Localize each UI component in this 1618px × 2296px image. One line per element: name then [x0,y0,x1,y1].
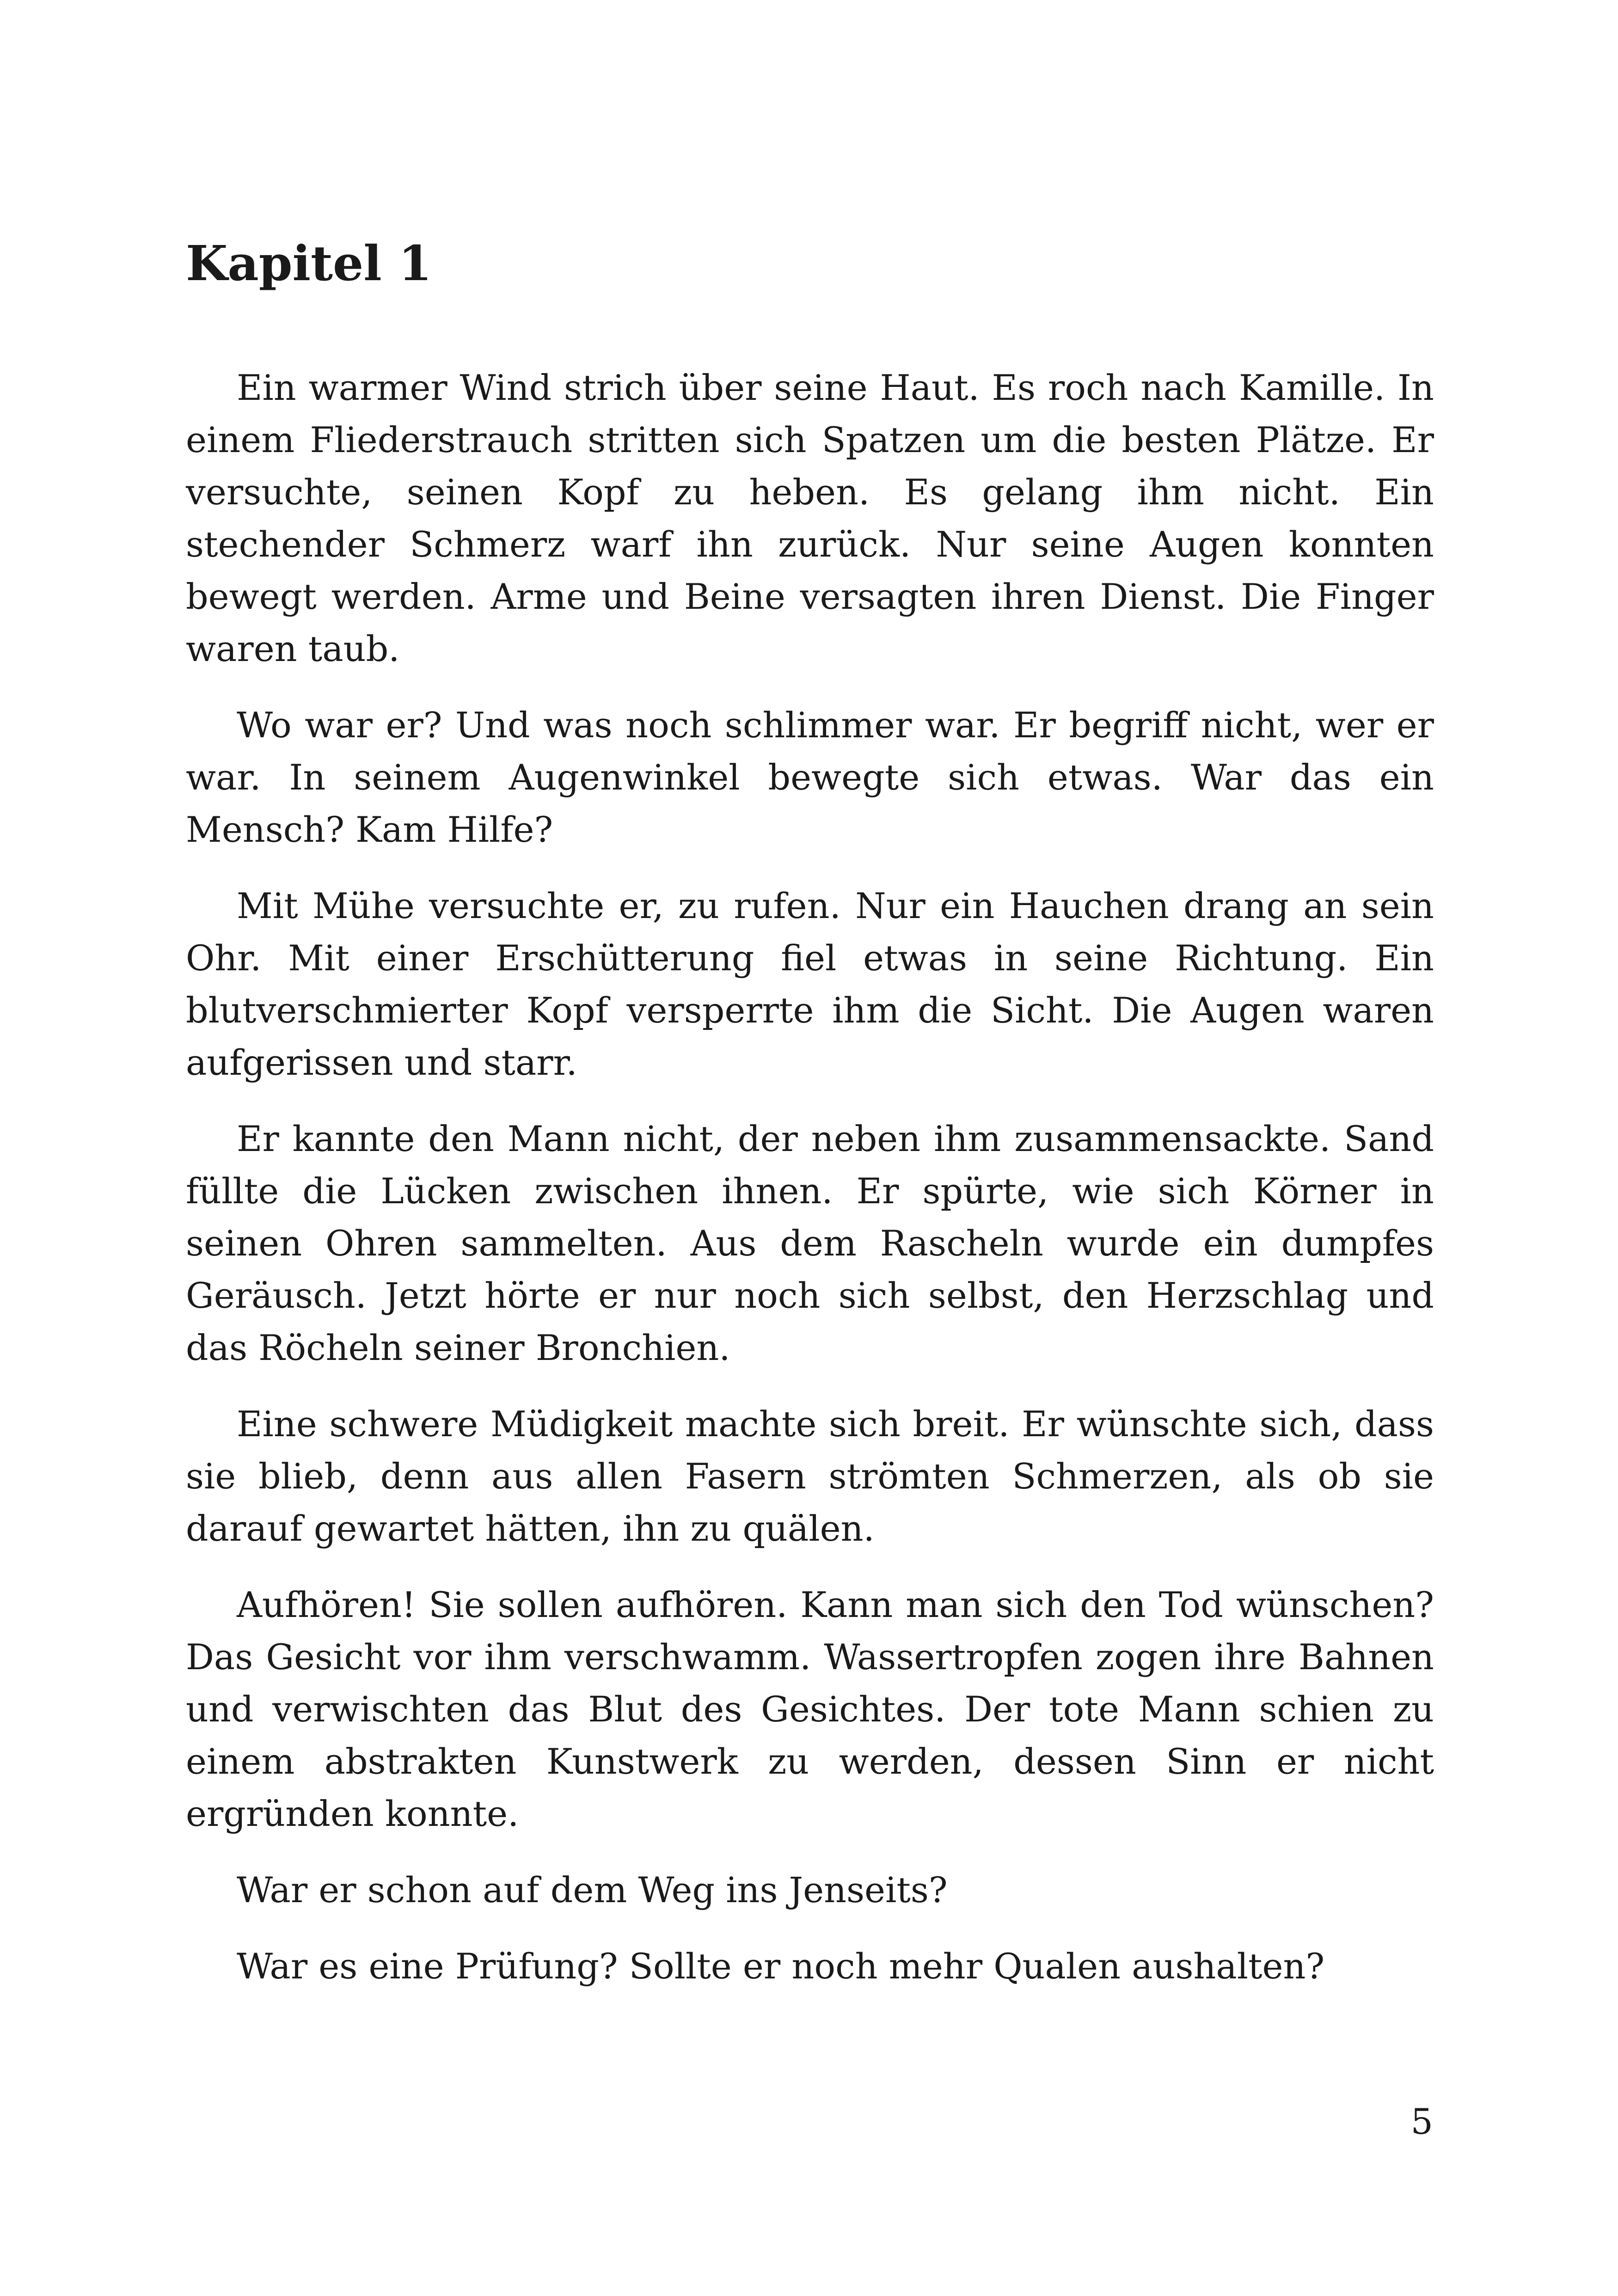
paragraph: Aufhören! Sie sollen aufhören. Kann man sich den Tod wünschen? Das Gesicht vor ihm verschwamm. Wassertropfen zogen ihre Bahnen und verwischten das Blut des Gesichtes. Der tote Mann schien zu einem abstrakten Kunstwerk zu werden, dessen Sinn er nicht ergründen konnte. [186,1584,1434,1834]
page-number: 5 [1410,2101,1433,2142]
paragraph: Er kannte den Mann nicht, der neben ihm zusammensackte. Sand füllte die Lücken zwischen ihnen. Er spürte, wie sich Körner in seinen Ohren sammelten. Aus dem Rascheln wurde ein dumpfes Geräusch. Jetzt hörte er nur noch sich selbst, den Herzschlag und das Röcheln seiner Bronchien. [186,1118,1434,1368]
paragraph: Eine schwere Müdigkeit machte sich breit. Er wünschte sich, dass sie blieb, denn aus allen Fasern strömten Schmerzen, als ob sie darauf gewartet hätten, ihn zu quälen. [186,1403,1434,1549]
paragraph: War es eine Prüfung? Sollte er noch mehr Qualen aushalten? [237,1946,1325,1987]
paragraph: Ein warmer Wind strich über seine Haut. Es roch nach Kamille. In einem Fliederstrauch stritten sich Spatzen um die besten Plätze. Er versuchte, seinen Kopf zu heben. Es gelang ihm nicht. Ein stechender Schmerz warf ihn zurück. Nur seine Augen konnten bewegt werden. Arme und Beine versagten ihren Dienst. Die Finger waren taub. [186,367,1434,669]
paragraph: Mit Mühe versuchte er, zu rufen. Nur ein Hauchen drang an sein Ohr. Mit einer Erschütterung fiel etwas in seine Richtung. Ein blutverschmierter Kopf versperrte ihm die Sicht. Die Augen waren aufgerissen und starr. [186,885,1434,1083]
paragraph: Wo war er? Und was noch schlimmer war. Er begriff nicht, wer er war. In seinem Augenwinkel bewegte sich etwas. War das ein Mensch? Kam Hilfe? [186,704,1434,850]
chapter-body [186,361,1434,2016]
chapter-title: Kapitel 1 [186,235,432,292]
paragraph: War er schon auf dem Weg ins Jenseits? [237,1869,948,1910]
